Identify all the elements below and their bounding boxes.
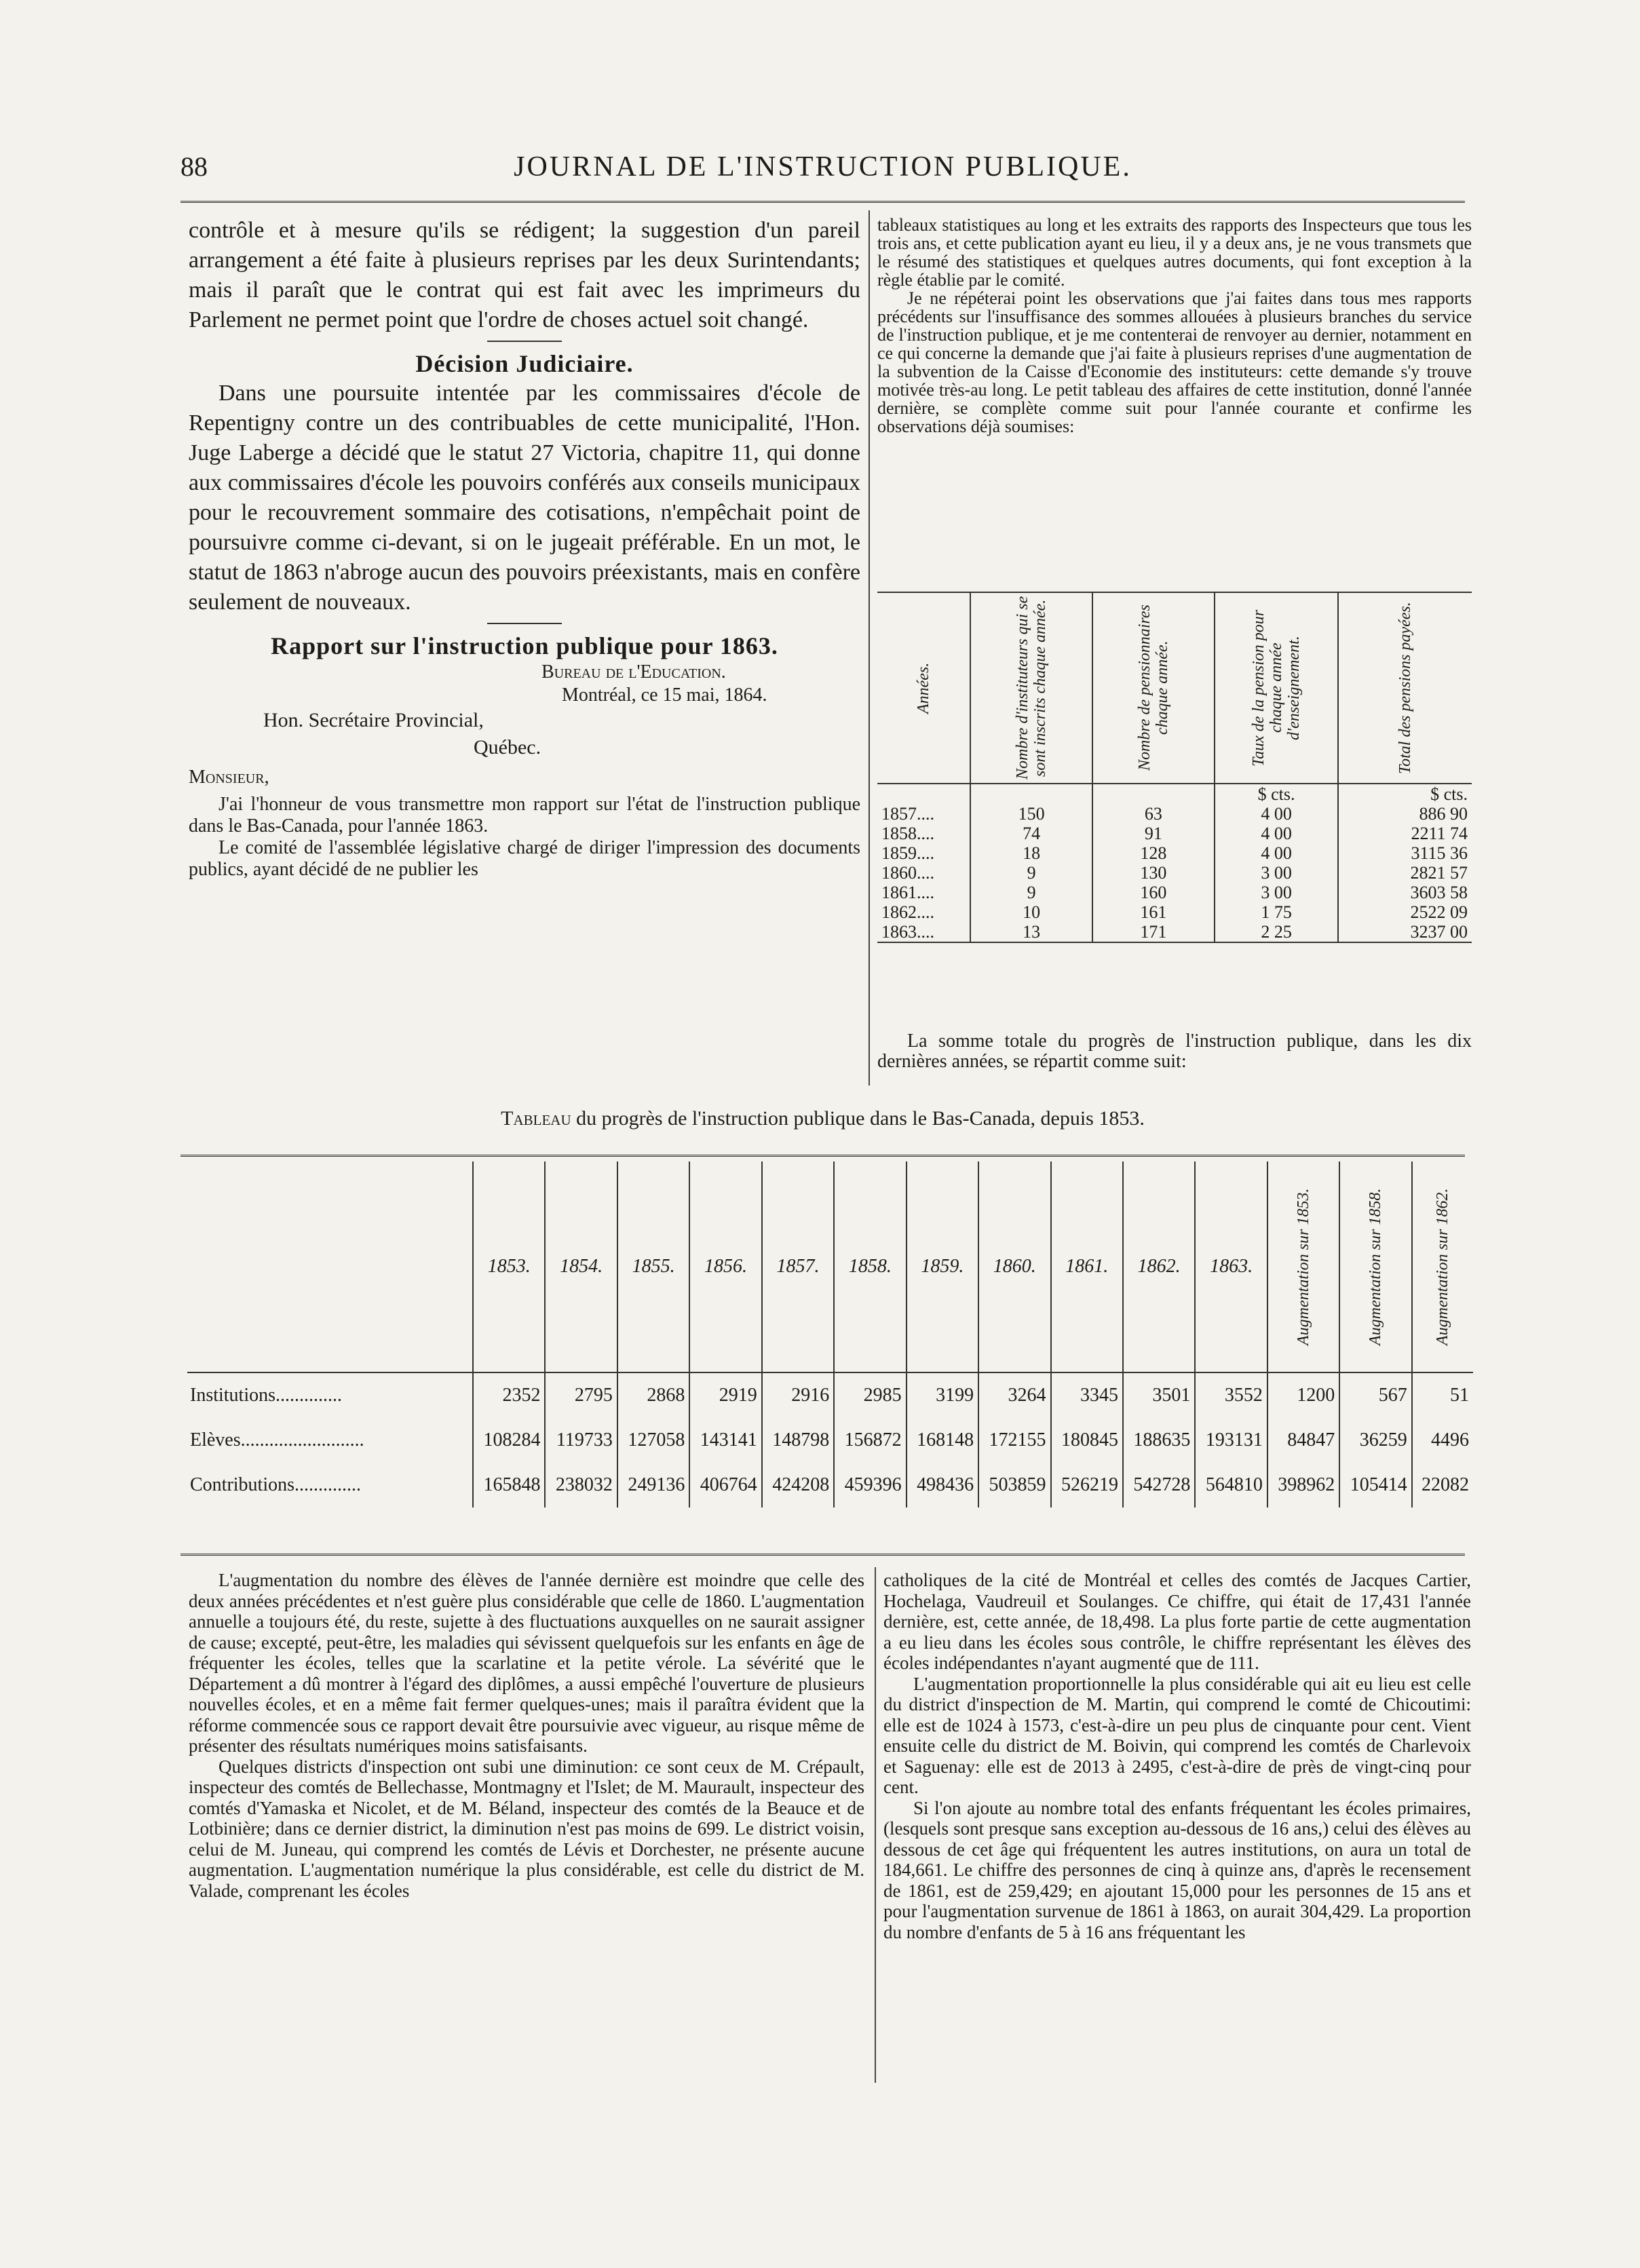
- bottom-column-divider: [875, 1567, 876, 2083]
- progress-header: 1856.: [689, 1161, 761, 1372]
- table-cell: 91: [1092, 824, 1215, 843]
- section-rule: [487, 623, 562, 624]
- table-cell: 165848: [473, 1463, 545, 1507]
- progress-header: 1859.: [907, 1161, 978, 1372]
- table-cell: 459396: [834, 1463, 906, 1507]
- progress-header-vertical: [1267, 1161, 1339, 1372]
- row-label: Elèves..........................: [190, 1429, 364, 1450]
- table-row: [187, 1418, 1473, 1463]
- table-cell: 2868: [617, 1372, 689, 1418]
- table-cell: 143141: [689, 1418, 761, 1463]
- bottom-right-column: [883, 1570, 1471, 2086]
- table-cell: 3237 00: [1338, 922, 1472, 942]
- progress-header: 1855.: [617, 1161, 689, 1372]
- heading-rapport: Rapport sur l'instruction publique pour 1863.: [271, 632, 778, 659]
- right-column-after-table: [877, 1031, 1472, 1079]
- progress-header: [187, 1161, 473, 1372]
- table-cell: 2522 09: [1338, 902, 1472, 922]
- bottom-right-paragraph-1: catholiques de la cité de Montréal et celles des comtés de Jacques Cartier, Hochelaga, Vaudreuil et Soulanges. Ce chiffre, qui était de 17,431 l'année dernière, est, cette année, de 18,498. La plus forte partie de cette augmentation a eu lieu dans les écoles sous contrôle, le chiffre représentant les élèves des écoles indépendantes n'ayant augmenté que de 111.: [883, 1570, 1471, 1673]
- table-cell: 564810: [1195, 1463, 1267, 1507]
- right-paragraph-3: La somme totale du progrès de l'instruction publique, dans les dix dernières années, se répartit comme suit:: [877, 1031, 1472, 1072]
- decision-paragraph: Dans une poursuite intentée par les commissaires d'école de Repentigny contre un des contribuables de cette municipalité, l'Hon. Juge Laberge a décidé que le statut 27 Victoria, chapitre 11, qui donne aux commissaires d'école les pouvoirs conférés aux conseils municipaux pour le recouvrement sommaire des cotisations, n'empêchait point de poursuivre comme ci-devant, si on le jugeait préférable. En un mot, le statut de 1863 n'abroge aucun des pouvoirs préexistants, mais en confère seulement de nouveaux.: [189, 381, 860, 615]
- progress-header-vertical: [1412, 1161, 1473, 1372]
- table-cell: 161: [1092, 902, 1215, 922]
- table-cell: 3603 58: [1338, 883, 1472, 902]
- table-cell: 3115 36: [1338, 843, 1472, 863]
- table-cell: 2916: [762, 1372, 834, 1418]
- table-row: [877, 804, 1472, 824]
- journal-title: JOURNAL DE L'INSTRUCTION PUBLIQUE.: [514, 151, 1132, 182]
- bottom-right-paragraph-2: L'augmentation proportionnelle la plus considérable qui ait eu lieu est celle du district d'inspection de M. Martin, qui comprend le comté de Chicoutimi: elle est de 1024 à 1573, c'est-à-dire un peu plus de cinquante pour cent. Vient ensuite celle du district de M. Boivin, qui comprend les comtés de Charlevoix et Saguenay: elle est de 2013 à 2495, c'est-à-dire de près de vingt-cinq pour cent.: [883, 1673, 1471, 1797]
- table-cell: 3 00: [1215, 863, 1339, 883]
- table-cell: 188635: [1123, 1418, 1195, 1463]
- progress-header: 1857.: [762, 1161, 834, 1372]
- table-cell: 105414: [1339, 1463, 1411, 1507]
- table-cell: 503859: [978, 1463, 1050, 1507]
- header-rule: [180, 201, 1465, 203]
- right-paragraph-2: Je ne répéterai point les observations que j'ai faites dans tous mes rapports précédents sur l'insuffisance des sommes allouées à plusieurs branches du service de l'instruction publique, et je me contenterai de renvoyer au dernier, notamment en ce qui concerne la demande que j'ai faite à plusieurs reprises d'une augmentation de la subvention de la Caisse d'Economie des instituteurs: cette demande s'y trouve motivée très-au long. Le petit tableau des affaires de cette institution, donné l'année dernière, se complète comme suit pour l'année courante et confirme les observations déjà soumises:: [877, 288, 1472, 436]
- table-cell: 4496: [1412, 1418, 1473, 1463]
- progress-header: 1862.: [1123, 1161, 1195, 1372]
- table-cell: 84847: [1267, 1418, 1339, 1463]
- unit-cell: $ cts.: [1338, 784, 1472, 804]
- table-cell: 2211 74: [1338, 824, 1472, 843]
- table-cell: 127058: [617, 1418, 689, 1463]
- letter-salutation: Monsieur,: [189, 767, 269, 788]
- table-cell: 406764: [689, 1463, 761, 1507]
- unit-cell: [970, 784, 1092, 804]
- right-paragraph-1: tableaux statistiques au long et les extraits des rapports des Inspecteurs que tous les trois ans, et cette publication ayant eu lieu, il y a deux ans, je ne vous transmets que le résumé des statistiques et quelques autres documents, qui font exception à la règle établie par le comité.: [877, 216, 1472, 290]
- table-cell: 567: [1339, 1372, 1411, 1418]
- pension-header: Nombre d'instituteurs qui se sont inscrits chaque année.: [1014, 596, 1050, 780]
- table-cell: 2795: [545, 1372, 617, 1418]
- progress-table: [187, 1161, 1473, 1507]
- table-cell: 13: [970, 922, 1092, 942]
- unit-cell: [877, 784, 970, 804]
- year-cell: 1863....: [881, 922, 934, 942]
- table-cell: 156872: [834, 1418, 906, 1463]
- pension-header-row: [877, 592, 1472, 784]
- table-row: [877, 922, 1472, 942]
- letter-city: Québec.: [474, 736, 541, 758]
- table-bottom-rule: [180, 1554, 1465, 1556]
- pension-table: [877, 592, 1472, 943]
- table-cell: 1200: [1267, 1372, 1339, 1418]
- heading-decision: Décision Judiciaire.: [415, 350, 634, 377]
- progress-header: 1853.: [473, 1161, 545, 1372]
- continued-paragraph: contrôle et à mesure qu'ils se rédigent; la suggestion d'un pareil arrangement a été faite à plusieurs reprises par les deux Surintendants; mais il paraît que le contrat qui est fait avec les imprimeurs du Parlement ne permet point que l'ordre de choses actuel soit changé.: [189, 218, 860, 332]
- page-number: 88: [180, 151, 208, 182]
- bottom-left-paragraph-2: Quelques districts d'inspection ont subi une diminution: ce sont ceux de M. Crépault, inspecteur des comtés de Bellechasse, Montmagny et l'Islet; de M. Maurault, inspecteur des comtés d'Yamaska et Nicolet, et de M. Béland, inspecteur des comtés de la Beauce et de Lotbinière; dans ce dernier district, la diminution n'est pas moins de 699. Le district voisin, celui de M. Juneau, qui comprend les comtés de Lévis et Dorchester, ne présente aucune augmentation. L'augmentation numérique la plus considérable, est celle du district de M. Valade, comprenant les écoles: [189, 1756, 864, 1901]
- pension-header: Années.: [915, 662, 933, 714]
- left-column: [189, 216, 860, 1091]
- table-cell: 130: [1092, 863, 1215, 883]
- table-cell: 193131: [1195, 1418, 1267, 1463]
- pension-header: Total des pensions payées.: [1396, 602, 1415, 774]
- table-row: [877, 863, 1472, 883]
- progress-header-row: [187, 1161, 1473, 1372]
- right-column-text: [877, 216, 1472, 575]
- progress-header: 1854.: [545, 1161, 617, 1372]
- pension-header: Nombre de pensionnaires chaque année.: [1135, 604, 1171, 771]
- table-cell: 168148: [907, 1418, 978, 1463]
- progress-header: 1863.: [1195, 1161, 1267, 1372]
- table-cell: 10: [970, 902, 1092, 922]
- table-cell: 4 00: [1215, 843, 1339, 863]
- table-cell: 119733: [545, 1418, 617, 1463]
- caption-text: du progrès de l'instruction publique dans le Bas-Canada, depuis 1853.: [576, 1107, 1145, 1130]
- unit-cell: $ cts.: [1215, 784, 1339, 804]
- table-cell: 148798: [762, 1418, 834, 1463]
- letter-date: Montréal, ce 15 mai, 1864.: [562, 685, 767, 706]
- row-label: Institutions..............: [190, 1385, 343, 1406]
- table-cell: 249136: [617, 1463, 689, 1507]
- row-label: Contributions..............: [190, 1474, 362, 1495]
- table-cell: 63: [1092, 804, 1215, 824]
- table-cell: 3345: [1051, 1372, 1123, 1418]
- table-cell: 36259: [1339, 1418, 1411, 1463]
- table-row: [187, 1372, 1473, 1418]
- table-top-rule: [180, 1155, 1465, 1157]
- table-cell: 2985: [834, 1372, 906, 1418]
- table-cell: 2919: [689, 1372, 761, 1418]
- year-cell: 1858....: [881, 824, 934, 843]
- table-cell: 74: [970, 824, 1092, 843]
- table-cell: 238032: [545, 1463, 617, 1507]
- table-row: [877, 883, 1472, 902]
- bottom-left-column: [189, 1570, 864, 2086]
- table-cell: 2352: [473, 1372, 545, 1418]
- bottom-left-paragraph-1: L'augmentation du nombre des élèves de l'année dernière est moindre que celle des deux années précédentes et n'est guère plus considérable que celle de 1860. L'augmentation annuelle a toujours été, du reste, sujette à des fluctuations auxquelles on ne saurait assigner de cause; excepté, peut-être, les maladies qui sévissent quelquefois sur les enfants en âge de fréquenter les écoles, telles que la scarlatine et la petite vérole. La sévérité que le Département a dû montrer à l'égard des diplômes, a aussi empêché l'ouverture de plusieurs nouvelles écoles, et en a même fait fermer quelques-unes; mais il paraîtra évident que la réforme commencée sous ce rapport devait être poursuivie avec vigueur, au risque même de présenter des résultats numériques moins satisfaisants.: [189, 1570, 864, 1756]
- table-cell: 3264: [978, 1372, 1050, 1418]
- table-cell: 526219: [1051, 1463, 1123, 1507]
- progress-header-vertical: [1339, 1161, 1411, 1372]
- table-cell: 1 75: [1215, 902, 1339, 922]
- table-cell: 9: [970, 883, 1092, 902]
- column-divider: [869, 210, 870, 1085]
- table-cell: 180845: [1051, 1418, 1123, 1463]
- table-cell: 51: [1412, 1372, 1473, 1418]
- table-row: [877, 824, 1472, 843]
- table-cell: 424208: [762, 1463, 834, 1507]
- table-cell: 9: [970, 863, 1092, 883]
- table-cell: 4 00: [1215, 804, 1339, 824]
- table-cell: 3 00: [1215, 883, 1339, 902]
- table-cell: 150: [970, 804, 1092, 824]
- table-cell: 160: [1092, 883, 1215, 902]
- table-cell: 171: [1092, 922, 1215, 942]
- augmentation-1862-header: Augmentation sur 1862.: [1434, 1188, 1452, 1345]
- letter-paragraph-2: Le comité de l'assemblée législative chargé de diriger l'impression des documents publics, ayant décidé de ne publier les: [189, 837, 860, 880]
- year-cell: 1862....: [881, 902, 934, 922]
- letter-addressee: Hon. Secrétaire Provincial,: [263, 709, 484, 731]
- table-cell: 172155: [978, 1418, 1050, 1463]
- year-cell: 1861....: [881, 883, 934, 902]
- letter-dateline: [189, 661, 860, 707]
- bottom-right-paragraph-3: Si l'on ajoute au nombre total des enfants fréquentant les écoles primaires, (lesquels sont presque sans exception au-dessous de 16 ans,) celui des élèves au dessous de cet âge qui fréquentent les autres institutions, on aura un total de 184,661. Le chiffre des personnes de cinq à quinze ans, d'après le recensement de 1861, est de 259,429; en ajoutant 15,000 pour les personnes de 15 ans et pour l'augmentation survenue de 1861 à 1863, on aurait 304,429. La proportion du nombre d'enfants de 5 à 16 ans fréquentant les: [883, 1797, 1471, 1942]
- table-row: [877, 843, 1472, 863]
- section-rule: [487, 341, 562, 342]
- table-row: [877, 902, 1472, 922]
- table-cell: 542728: [1123, 1463, 1195, 1507]
- letter-office: Bureau de l'Education.: [541, 661, 726, 683]
- table-cell: 398962: [1267, 1463, 1339, 1507]
- letter-paragraph-1: J'ai l'honneur de vous transmettre mon rapport sur l'état de l'instruction publique dans le Bas-Canada, pour l'année 1863.: [189, 794, 860, 837]
- year-cell: 1859....: [881, 843, 934, 863]
- table-cell: 2 25: [1215, 922, 1339, 942]
- augmentation-1853-header: Augmentation sur 1853.: [1295, 1188, 1313, 1345]
- year-cell: 1857....: [881, 804, 934, 824]
- year-cell: 1860....: [881, 863, 934, 883]
- page-header: [180, 151, 1465, 191]
- caption-prefix: Tableau: [501, 1107, 571, 1130]
- progress-header: 1858.: [834, 1161, 906, 1372]
- progress-caption: [180, 1107, 1465, 1130]
- table-cell: 22082: [1412, 1463, 1473, 1507]
- table-cell: 128: [1092, 843, 1215, 863]
- table-cell: 108284: [473, 1418, 545, 1463]
- pension-unit-row: [877, 784, 1472, 804]
- augmentation-1858-header: Augmentation sur 1858.: [1367, 1188, 1385, 1345]
- table-cell: 498436: [907, 1463, 978, 1507]
- table-cell: 3199: [907, 1372, 978, 1418]
- unit-cell: [1092, 784, 1215, 804]
- table-row: [187, 1463, 1473, 1507]
- table-cell: 3501: [1123, 1372, 1195, 1418]
- progress-header: 1861.: [1051, 1161, 1123, 1372]
- progress-header: 1860.: [978, 1161, 1050, 1372]
- pension-header: Taux de la pension pour chaque année d'enseignement.: [1250, 609, 1303, 767]
- table-cell: 18: [970, 843, 1092, 863]
- table-cell: 4 00: [1215, 824, 1339, 843]
- table-cell: 2821 57: [1338, 863, 1472, 883]
- table-cell: 886 90: [1338, 804, 1472, 824]
- table-cell: 3552: [1195, 1372, 1267, 1418]
